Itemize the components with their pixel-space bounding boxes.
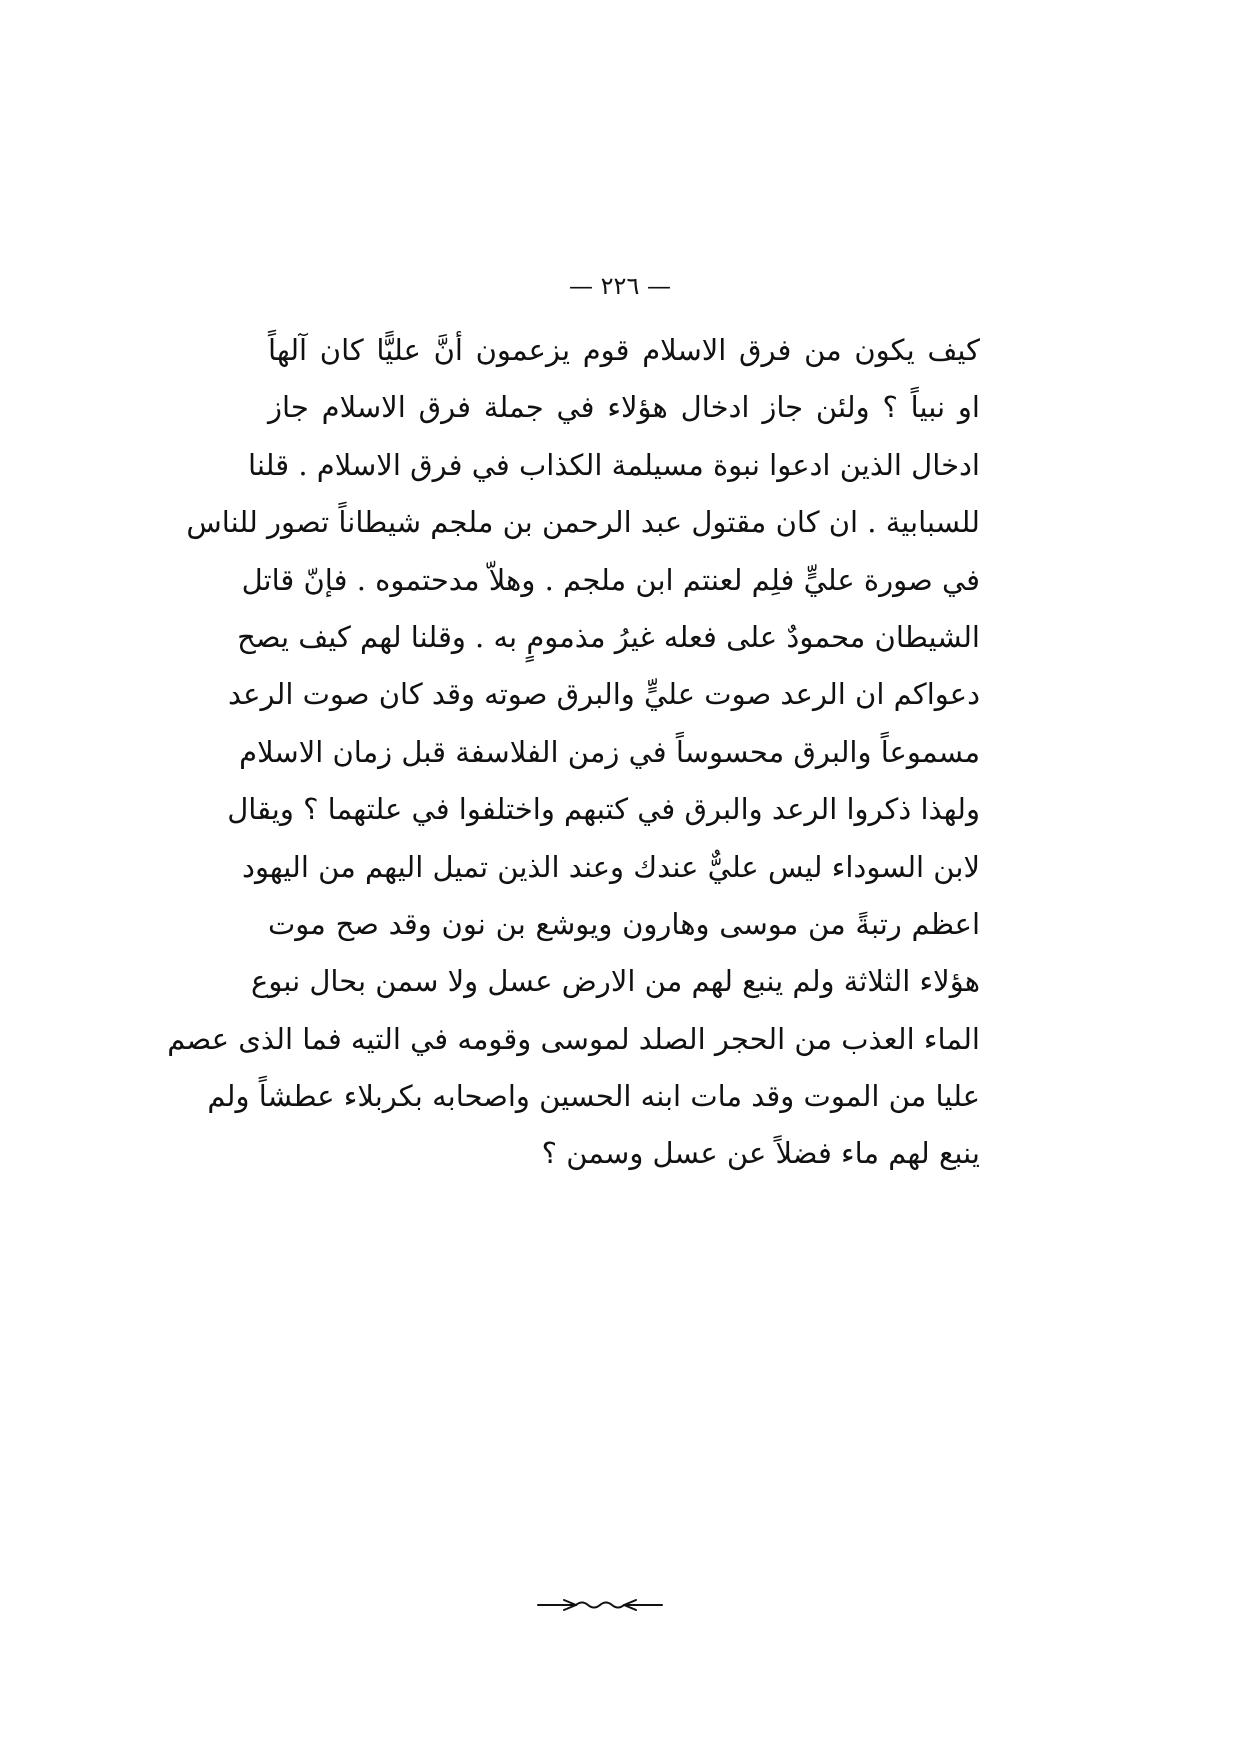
text-line: عليا من الموت وقد مات ابنه الحسين واصحابه بكربلاء عطشاً ولم (207, 1079, 980, 1114)
text-line: دعواكم ان الرعد صوت عليٍّ والبرق صوته وقد كان صوت الرعد (227, 677, 980, 712)
text-line: هؤلاء الثلاثة ولم ينبع لهم من الارض عسل ولا سمن بحال نبوع (251, 964, 980, 999)
text-line: اعظم رتبةً من موسى وهارون ويوشع بن نون وقد صح موت (268, 906, 980, 941)
end-ornament (536, 1596, 664, 1614)
text-line: الماء العذب من الحجر الصلد لموسى وقومه في التيه فما الذى عصم (167, 1021, 980, 1056)
page-number: — ٢٢٦ — (569, 272, 671, 300)
text-line-last: ينبع لهم ماء فضلاً عن عسل وسمن ؟ (541, 1136, 980, 1171)
text-line: ولهذا ذكروا الرعد والبرق في كتبهم واختلفوا في علتهما ؟ ويقال (227, 792, 980, 827)
text-line: لابن السوداء ليس عليٌّ عندك وعند الذين تميل اليهم من اليهود (242, 849, 980, 884)
text-line: في صورة عليٍّ فلِم لعنتم ابن ملجم . وهلاّ مدحتموه . فإنّ قاتل (241, 562, 980, 597)
text-line: للسبابية . ان كان مقتول عبد الرحمن بن ملجم شيطاناً تصور للناس (186, 505, 980, 540)
body-text (167, 322, 980, 1183)
text-line: ادخال الذين ادعوا نبوة مسيلمة الكذاب في فرق الاسلام . قلنا (248, 447, 980, 482)
text-line: كيف يكون من فرق الاسلام قوم يزعمون أنَّ عليًّا كان آلهاً (268, 333, 980, 367)
text-line: مسموعاً والبرق محسوساً في زمن الفلاسفة قبل زمان الاسلام (239, 734, 980, 769)
text-line: او نبياً ؟ ولئن جاز ادخال هؤلاء في جملة فرق الاسلام جاز (268, 390, 980, 425)
text-line: الشيطان محمودٌ على فعله غيرُ مذمومٍ به . وقلنا لهم كيف يصح (237, 619, 980, 654)
